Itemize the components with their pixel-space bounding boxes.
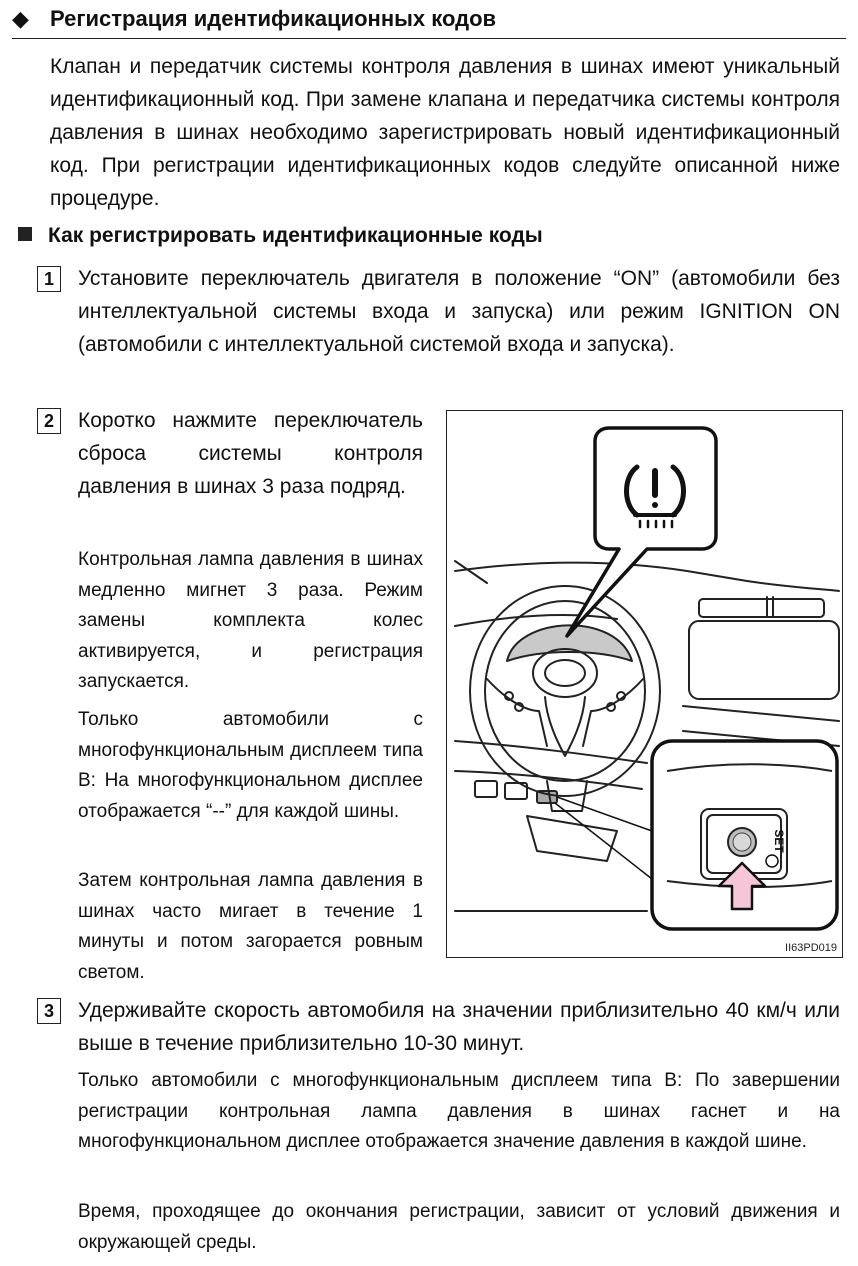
square-bullet-icon <box>18 227 32 241</box>
section-title: Регистрация идентификационных кодов <box>50 6 497 31</box>
section-header <box>12 4 846 39</box>
dashboard-illustration <box>446 410 843 958</box>
step-number-2: 2 <box>37 408 61 434</box>
intro-paragraph: Клапан и передатчик системы контроля давления в шинах имеют уникальный идентификационный код. При замене клапана и передатчика системы контроля давления в шинах необходимо зарегистрировать новый идентификационный код. При регистрации идентификационных кодов следуйте описанной ниже процедуре. <box>50 55 840 210</box>
figure-code: II63PD019 <box>785 942 837 954</box>
step-2-note-1: Контрольная лампа давления в шинах медленно мигнет 3 раза. Режим замены комплекта колес активируется, и регистрация запускается. <box>78 549 423 692</box>
set-button-label: SET <box>772 829 786 853</box>
step-3-note-1: Только автомобили с многофункциональным дисплеем типа B: По завершении регистрации контрольная лампа давления в шинах гаснет и на многофункциональном дисплее отображается значение давления в каждой шине. <box>78 1070 840 1152</box>
diamond-bullet-icon: ◆ <box>12 6 29 31</box>
subheading <box>18 224 543 248</box>
step-number-1: 1 <box>37 266 61 292</box>
subheading-text: Как регистрировать идентификационные коды <box>48 224 543 247</box>
step-3-note-2: Время, проходящее до окончания регистрации, зависит от условий движения и окружающей среды. <box>78 1201 840 1253</box>
step-3-text: Удерживайте скорость автомобиля на значении приблизительно 40 км/ч или выше в течение приблизительно 10-30 минут. <box>78 999 840 1055</box>
step-2-text: Коротко нажмите переключатель сброса системы контроля давления в шинах 3 раза подряд. <box>78 409 423 498</box>
step-number-3: 3 <box>37 998 61 1024</box>
step-2-note-2: Только автомобили с многофункциональным дисплеем типа B: На многофункциональном дисплее отображается “--” для каждой шины. <box>78 709 423 822</box>
step-1-text: Установите переключатель двигателя в положение “ON” (автомобили без интеллектуальной системы входа и запуска) или режим IGNITION ON (автомобили с интеллектуальной системой входа и запуска). <box>78 267 840 356</box>
step-2-note-3: Затем контрольная лампа давления в шинах часто мигает в течение 1 минуты и потом загорается ровным светом. <box>78 870 423 983</box>
tpms-reset-button[interactable] <box>728 828 756 856</box>
